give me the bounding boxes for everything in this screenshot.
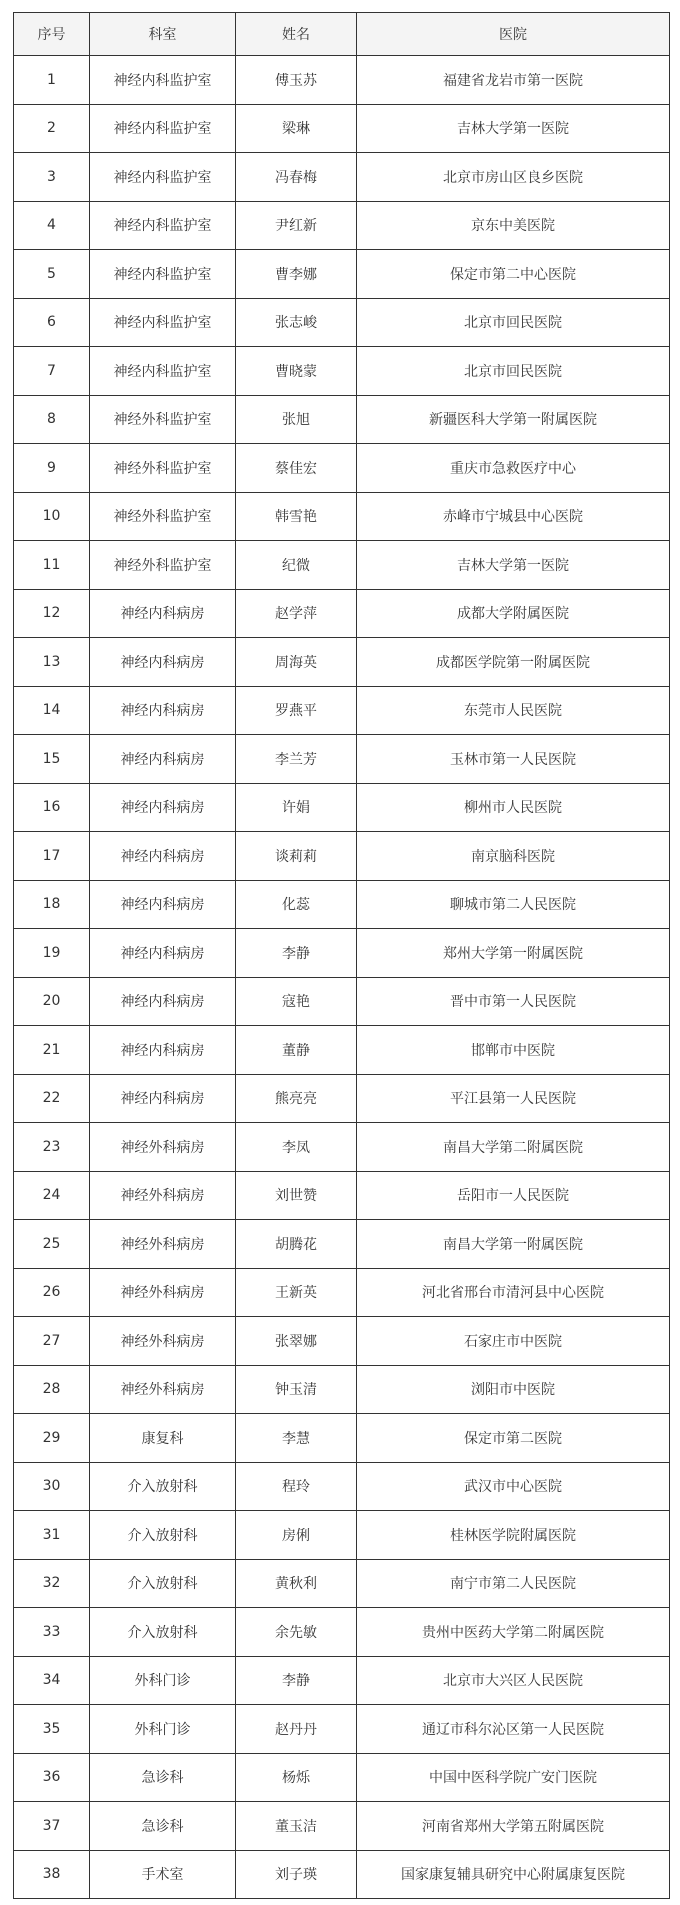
header-index: 序号 xyxy=(14,13,90,56)
cell-name: 杨烁 xyxy=(236,1753,357,1802)
cell-name: 张志峻 xyxy=(236,298,357,347)
cell-department: 神经内科监护室 xyxy=(90,298,236,347)
table-row xyxy=(14,347,670,396)
cell-hospital: 吉林大学第一医院 xyxy=(357,541,670,590)
cell-index: 14 xyxy=(14,686,90,735)
cell-index: 23 xyxy=(14,1123,90,1172)
table-row xyxy=(14,1171,670,1220)
cell-department: 神经内科病房 xyxy=(90,783,236,832)
cell-index: 15 xyxy=(14,735,90,784)
cell-department: 神经外科病房 xyxy=(90,1220,236,1269)
cell-index: 24 xyxy=(14,1171,90,1220)
table-row xyxy=(14,250,670,299)
cell-name: 纪微 xyxy=(236,541,357,590)
cell-hospital: 南京脑科医院 xyxy=(357,832,670,881)
cell-name: 罗燕平 xyxy=(236,686,357,735)
cell-name: 房俐 xyxy=(236,1511,357,1560)
cell-hospital: 南昌大学第二附属医院 xyxy=(357,1123,670,1172)
cell-hospital: 南宁市第二人民医院 xyxy=(357,1559,670,1608)
table-row xyxy=(14,1753,670,1802)
cell-hospital: 中国中医科学院广安门医院 xyxy=(357,1753,670,1802)
cell-name: 韩雪艳 xyxy=(236,492,357,541)
cell-index: 16 xyxy=(14,783,90,832)
cell-index: 35 xyxy=(14,1705,90,1754)
roster-table xyxy=(13,12,670,1899)
cell-hospital: 京东中美医院 xyxy=(357,201,670,250)
table-row xyxy=(14,783,670,832)
cell-department: 外科门诊 xyxy=(90,1705,236,1754)
cell-index: 11 xyxy=(14,541,90,590)
cell-hospital: 保定市第二中心医院 xyxy=(357,250,670,299)
cell-department: 神经内科病房 xyxy=(90,929,236,978)
cell-department: 神经内科监护室 xyxy=(90,153,236,202)
table-row xyxy=(14,201,670,250)
table-row xyxy=(14,1365,670,1414)
header-row xyxy=(14,13,670,56)
cell-name: 李兰芳 xyxy=(236,735,357,784)
cell-hospital: 北京市房山区良乡医院 xyxy=(357,153,670,202)
cell-hospital: 保定市第二医院 xyxy=(357,1414,670,1463)
cell-name: 曹李娜 xyxy=(236,250,357,299)
cell-hospital: 邯郸市中医院 xyxy=(357,1026,670,1075)
cell-department: 神经外科病房 xyxy=(90,1317,236,1366)
cell-index: 21 xyxy=(14,1026,90,1075)
cell-index: 22 xyxy=(14,1074,90,1123)
table-row xyxy=(14,1850,670,1899)
cell-department: 神经内科监护室 xyxy=(90,201,236,250)
cell-name: 董静 xyxy=(236,1026,357,1075)
cell-name: 熊亮亮 xyxy=(236,1074,357,1123)
cell-name: 胡腾花 xyxy=(236,1220,357,1269)
cell-name: 王新英 xyxy=(236,1268,357,1317)
cell-department: 神经内科监护室 xyxy=(90,56,236,105)
table-row xyxy=(14,977,670,1026)
cell-department: 神经内科监护室 xyxy=(90,104,236,153)
cell-name: 程玲 xyxy=(236,1462,357,1511)
cell-name: 刘子瑛 xyxy=(236,1850,357,1899)
cell-index: 32 xyxy=(14,1559,90,1608)
cell-name: 周海英 xyxy=(236,638,357,687)
table-row xyxy=(14,832,670,881)
table-row xyxy=(14,1026,670,1075)
cell-department: 外科门诊 xyxy=(90,1656,236,1705)
cell-name: 黄秋利 xyxy=(236,1559,357,1608)
table-row xyxy=(14,686,670,735)
cell-department: 神经内科病房 xyxy=(90,735,236,784)
cell-department: 神经外科监护室 xyxy=(90,444,236,493)
cell-department: 神经外科病房 xyxy=(90,1171,236,1220)
cell-index: 33 xyxy=(14,1608,90,1657)
cell-department: 神经内科监护室 xyxy=(90,250,236,299)
cell-hospital: 成都大学附属医院 xyxy=(357,589,670,638)
cell-index: 17 xyxy=(14,832,90,881)
cell-index: 28 xyxy=(14,1365,90,1414)
table-body xyxy=(14,56,670,1899)
cell-department: 神经内科病房 xyxy=(90,832,236,881)
cell-name: 李静 xyxy=(236,1656,357,1705)
cell-hospital: 吉林大学第一医院 xyxy=(357,104,670,153)
cell-hospital: 东莞市人民医院 xyxy=(357,686,670,735)
cell-name: 李凤 xyxy=(236,1123,357,1172)
table-row xyxy=(14,1317,670,1366)
cell-hospital: 南昌大学第一附属医院 xyxy=(357,1220,670,1269)
cell-department: 神经外科病房 xyxy=(90,1268,236,1317)
cell-index: 13 xyxy=(14,638,90,687)
cell-hospital: 浏阳市中医院 xyxy=(357,1365,670,1414)
cell-index: 19 xyxy=(14,929,90,978)
cell-name: 化蕊 xyxy=(236,880,357,929)
cell-name: 梁琳 xyxy=(236,104,357,153)
cell-hospital: 聊城市第二人民医院 xyxy=(357,880,670,929)
cell-name: 刘世赞 xyxy=(236,1171,357,1220)
cell-hospital: 河南省郑州大学第五附属医院 xyxy=(357,1802,670,1851)
cell-hospital: 国家康复辅具研究中心附属康复医院 xyxy=(357,1850,670,1899)
cell-department: 神经内科病房 xyxy=(90,880,236,929)
table-row xyxy=(14,444,670,493)
cell-name: 李慧 xyxy=(236,1414,357,1463)
cell-hospital: 晋中市第一人民医院 xyxy=(357,977,670,1026)
cell-hospital: 贵州中医药大学第二附属医院 xyxy=(357,1608,670,1657)
cell-hospital: 桂林医学院附属医院 xyxy=(357,1511,670,1560)
table-row xyxy=(14,56,670,105)
cell-name: 赵学萍 xyxy=(236,589,357,638)
cell-department: 介入放射科 xyxy=(90,1608,236,1657)
cell-hospital: 成都医学院第一附属医院 xyxy=(357,638,670,687)
table-row xyxy=(14,1802,670,1851)
cell-name: 寇艳 xyxy=(236,977,357,1026)
cell-department: 神经内科病房 xyxy=(90,1026,236,1075)
header-name: 姓名 xyxy=(236,13,357,56)
cell-hospital: 石家庄市中医院 xyxy=(357,1317,670,1366)
cell-department: 神经内科病房 xyxy=(90,1074,236,1123)
header-hospital: 医院 xyxy=(357,13,670,56)
cell-index: 5 xyxy=(14,250,90,299)
cell-index: 4 xyxy=(14,201,90,250)
cell-department: 神经外科病房 xyxy=(90,1123,236,1172)
table-row xyxy=(14,492,670,541)
table-row xyxy=(14,1608,670,1657)
cell-department: 手术室 xyxy=(90,1850,236,1899)
table-row xyxy=(14,735,670,784)
cell-department: 急诊科 xyxy=(90,1802,236,1851)
cell-name: 冯春梅 xyxy=(236,153,357,202)
table-row xyxy=(14,880,670,929)
cell-index: 30 xyxy=(14,1462,90,1511)
cell-index: 29 xyxy=(14,1414,90,1463)
cell-hospital: 福建省龙岩市第一医院 xyxy=(357,56,670,105)
cell-name: 尹红新 xyxy=(236,201,357,250)
cell-hospital: 郑州大学第一附属医院 xyxy=(357,929,670,978)
cell-department: 急诊科 xyxy=(90,1753,236,1802)
cell-department: 介入放射科 xyxy=(90,1511,236,1560)
cell-hospital: 河北省邢台市清河县中心医院 xyxy=(357,1268,670,1317)
cell-department: 神经外科监护室 xyxy=(90,541,236,590)
cell-department: 神经内科病房 xyxy=(90,686,236,735)
table-row xyxy=(14,1074,670,1123)
cell-index: 9 xyxy=(14,444,90,493)
cell-name: 曹晓蒙 xyxy=(236,347,357,396)
cell-index: 3 xyxy=(14,153,90,202)
cell-index: 6 xyxy=(14,298,90,347)
cell-hospital: 北京市大兴区人民医院 xyxy=(357,1656,670,1705)
table-header xyxy=(14,13,670,56)
cell-index: 2 xyxy=(14,104,90,153)
table-row xyxy=(14,1462,670,1511)
table-row xyxy=(14,1414,670,1463)
cell-hospital: 新疆医科大学第一附属医院 xyxy=(357,395,670,444)
table-row xyxy=(14,638,670,687)
cell-department: 神经内科病房 xyxy=(90,977,236,1026)
cell-name: 钟玉清 xyxy=(236,1365,357,1414)
cell-index: 10 xyxy=(14,492,90,541)
cell-index: 34 xyxy=(14,1656,90,1705)
cell-hospital: 北京市回民医院 xyxy=(357,347,670,396)
table-row xyxy=(14,589,670,638)
cell-department: 神经外科病房 xyxy=(90,1365,236,1414)
cell-hospital: 武汉市中心医院 xyxy=(357,1462,670,1511)
cell-name: 张旭 xyxy=(236,395,357,444)
cell-index: 26 xyxy=(14,1268,90,1317)
cell-hospital: 柳州市人民医院 xyxy=(357,783,670,832)
cell-hospital: 玉林市第一人民医院 xyxy=(357,735,670,784)
cell-index: 7 xyxy=(14,347,90,396)
table-row xyxy=(14,1268,670,1317)
cell-hospital: 通辽市科尔沁区第一人民医院 xyxy=(357,1705,670,1754)
cell-index: 36 xyxy=(14,1753,90,1802)
cell-index: 12 xyxy=(14,589,90,638)
table-row xyxy=(14,1220,670,1269)
cell-index: 1 xyxy=(14,56,90,105)
table-row xyxy=(14,153,670,202)
cell-name: 蔡佳宏 xyxy=(236,444,357,493)
cell-index: 37 xyxy=(14,1802,90,1851)
cell-index: 8 xyxy=(14,395,90,444)
table-row xyxy=(14,298,670,347)
table-row xyxy=(14,104,670,153)
cell-department: 神经内科监护室 xyxy=(90,347,236,396)
table-row xyxy=(14,1705,670,1754)
cell-name: 赵丹丹 xyxy=(236,1705,357,1754)
table-row xyxy=(14,1559,670,1608)
cell-department: 神经外科监护室 xyxy=(90,395,236,444)
cell-department: 神经内科病房 xyxy=(90,589,236,638)
table-row xyxy=(14,541,670,590)
cell-index: 25 xyxy=(14,1220,90,1269)
cell-name: 谈莉莉 xyxy=(236,832,357,881)
table-row xyxy=(14,929,670,978)
cell-index: 38 xyxy=(14,1850,90,1899)
table-row xyxy=(14,395,670,444)
table-row xyxy=(14,1123,670,1172)
cell-index: 18 xyxy=(14,880,90,929)
cell-department: 康复科 xyxy=(90,1414,236,1463)
cell-name: 许娟 xyxy=(236,783,357,832)
table-row xyxy=(14,1656,670,1705)
roster-table-container xyxy=(13,12,669,1899)
cell-name: 李静 xyxy=(236,929,357,978)
cell-department: 介入放射科 xyxy=(90,1462,236,1511)
cell-name: 傅玉苏 xyxy=(236,56,357,105)
cell-name: 张翠娜 xyxy=(236,1317,357,1366)
cell-hospital: 重庆市急救医疗中心 xyxy=(357,444,670,493)
cell-name: 余先敏 xyxy=(236,1608,357,1657)
cell-hospital: 岳阳市一人民医院 xyxy=(357,1171,670,1220)
cell-name: 董玉洁 xyxy=(236,1802,357,1851)
table-row xyxy=(14,1511,670,1560)
cell-index: 31 xyxy=(14,1511,90,1560)
cell-hospital: 赤峰市宁城县中心医院 xyxy=(357,492,670,541)
cell-department: 介入放射科 xyxy=(90,1559,236,1608)
cell-hospital: 平江县第一人民医院 xyxy=(357,1074,670,1123)
cell-hospital: 北京市回民医院 xyxy=(357,298,670,347)
header-department: 科室 xyxy=(90,13,236,56)
cell-department: 神经外科监护室 xyxy=(90,492,236,541)
cell-department: 神经内科病房 xyxy=(90,638,236,687)
cell-index: 20 xyxy=(14,977,90,1026)
cell-index: 27 xyxy=(14,1317,90,1366)
